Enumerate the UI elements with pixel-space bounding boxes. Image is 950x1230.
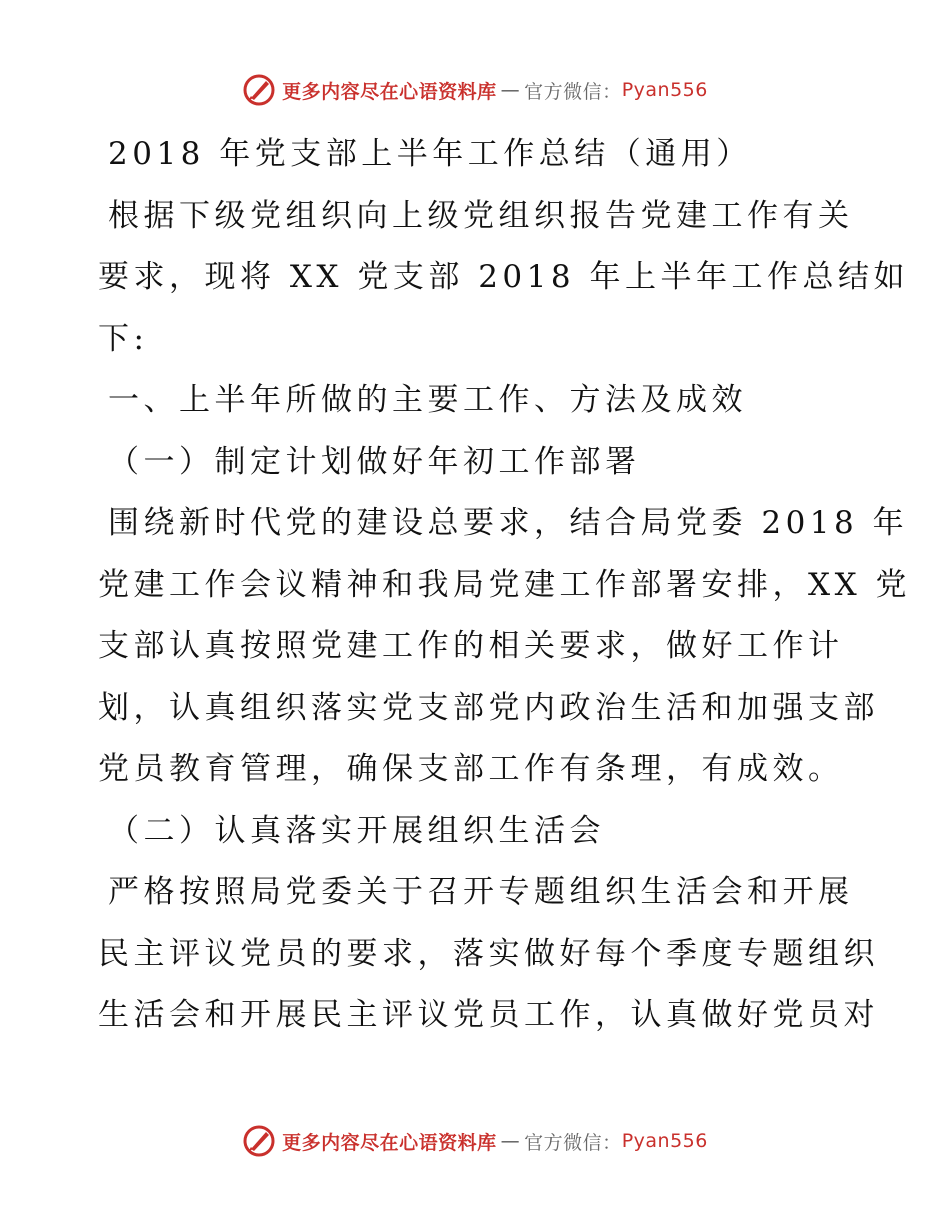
banner-contact-label: 官方微信： bbox=[524, 80, 622, 103]
intro-line: 下: bbox=[98, 320, 149, 357]
sub1-line: 围绕新时代党的建设总要求，结合局党委 2018 年 bbox=[108, 505, 909, 541]
quill-seal-icon bbox=[242, 1124, 276, 1158]
intro-line: 要求，现将 XX 党支部 2018 年上半年工作总结如 bbox=[98, 259, 909, 295]
banner-contact-label: 官方微信： bbox=[524, 1131, 622, 1154]
sub1-line: 党员教育管理，确保支部工作有条理，有成效。 bbox=[98, 751, 844, 787]
footer-banner bbox=[0, 1121, 950, 1161]
header-banner bbox=[0, 70, 950, 110]
banner-text: 更多内容尽在心语资料库 bbox=[282, 1131, 497, 1154]
sub1-heading: （一）制定计划做好年初工作部署 bbox=[108, 443, 641, 480]
banner-separator: — bbox=[500, 1130, 521, 1152]
quill-seal-icon bbox=[242, 73, 276, 107]
banner-contact-account: Pyan556 bbox=[621, 1130, 708, 1152]
sub2-line: 严格按照局党委关于召开专题组织生活会和开展 bbox=[108, 874, 854, 910]
sub1-line: 党建工作会议精神和我局党建工作部署安排，XX 党 bbox=[98, 566, 911, 603]
banner-contact-account: Pyan556 bbox=[621, 79, 708, 101]
section1-heading: 一、上半年所做的主要工作、方法及成效 bbox=[108, 382, 747, 418]
banner-separator: — bbox=[500, 79, 521, 101]
sub2-heading: （二）认真落实开展组织生活会 bbox=[108, 812, 605, 849]
sub1-line: 划，认真组织落实党支部党内政治生活和加强支部 bbox=[98, 689, 879, 726]
sub2-line: 生活会和开展民主评议党员工作，认真做好党员对 bbox=[98, 997, 879, 1033]
document-body bbox=[98, 124, 911, 1047]
document-title: 2018 年党支部上半年工作总结（通用） bbox=[108, 136, 752, 172]
sub2-line: 民主评议党员的要求，落实做好每个季度专题组织 bbox=[98, 935, 879, 972]
banner-text: 更多内容尽在心语资料库 bbox=[282, 80, 497, 103]
intro-line: 根据下级党组织向上级党组织报告党建工作有关 bbox=[108, 197, 854, 234]
sub1-line: 支部认真按照党建工作的相关要求，做好工作计 bbox=[98, 628, 844, 664]
